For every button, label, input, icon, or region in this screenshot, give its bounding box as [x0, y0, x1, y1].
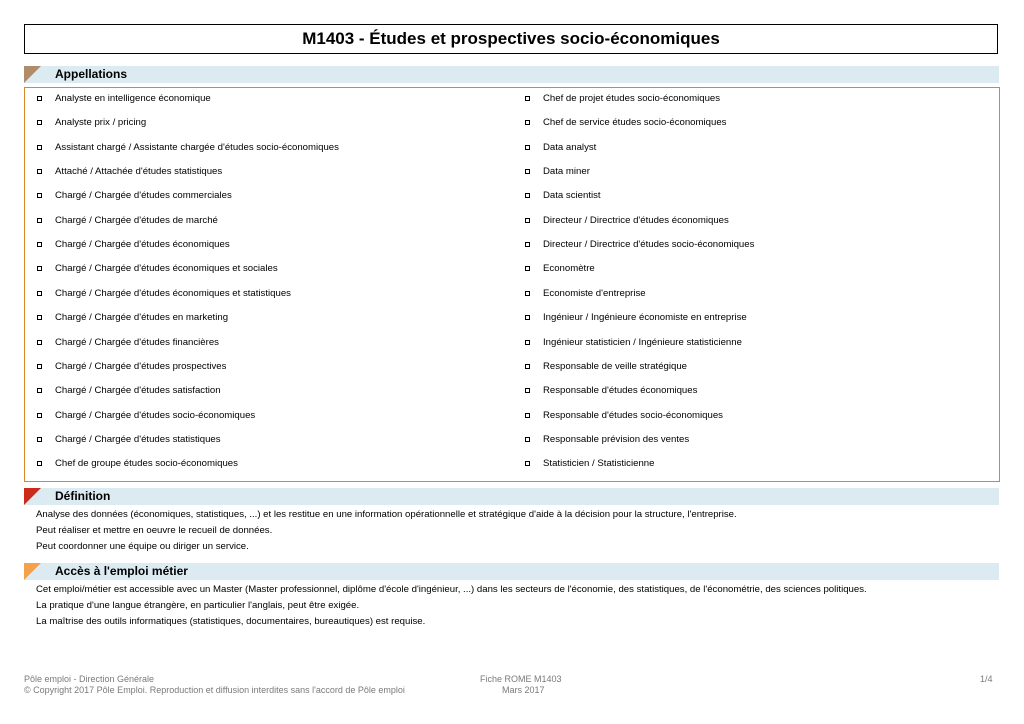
- appellation-label: Economètre: [543, 263, 595, 275]
- checkbox-icon: [37, 96, 42, 101]
- checkbox-icon: [37, 145, 42, 150]
- checkbox-icon: [37, 291, 42, 296]
- appellation-label: Chargé / Chargée d'études économiques: [55, 239, 230, 251]
- appellation-label: Chargé / Chargée d'études commerciales: [55, 190, 232, 202]
- checkbox-icon: [525, 218, 530, 223]
- checkbox-icon: [525, 413, 530, 418]
- page-title: M1403 - Études et prospectives socio-économiques: [24, 24, 998, 54]
- appellation-label: Ingénieur statisticien / Ingénieure statisticienne: [543, 336, 742, 348]
- section-header-appellations: [24, 66, 999, 83]
- appellation-label: Statisticien / Statisticienne: [543, 458, 655, 470]
- checkbox-icon: [37, 388, 42, 393]
- checkbox-icon: [525, 461, 530, 466]
- acces-line: La pratique d'une langue étrangère, en particulier l'anglais, peut être exigée.: [36, 600, 360, 611]
- footer-fiche: Fiche ROME M1403: [480, 674, 562, 684]
- checkbox-icon: [37, 169, 42, 174]
- section-header-acces: [24, 563, 999, 580]
- section-title: Accès à l'emploi métier: [55, 564, 188, 578]
- footer-date: Mars 2017: [502, 685, 545, 695]
- appellation-label: Responsable prévision des ventes: [543, 433, 690, 445]
- checkbox-icon: [525, 388, 530, 393]
- appellation-label: Analyste en intelligence économique: [55, 93, 211, 104]
- section-marker-icon: [24, 488, 41, 505]
- appellation-label: Chargé / Chargée d'études en marketing: [55, 312, 229, 324]
- checkbox-icon: [525, 291, 530, 296]
- checkbox-icon: [37, 461, 42, 466]
- checkbox-icon: [525, 120, 530, 125]
- appellation-label: Data analyst: [543, 141, 597, 153]
- definition-line: Analyse des données (économiques, statistiques, ...) et les restitue en une information opérationnelle et stratégique d'aide à la décision pour la structure, l'entreprise.: [36, 509, 737, 520]
- checkbox-icon: [525, 340, 530, 345]
- appellation-label: Directeur / Directrice d'études socio-économiques: [543, 239, 755, 251]
- appellation-label: Directeur / Directrice d'études économiques: [543, 214, 729, 226]
- checkbox-icon: [37, 437, 42, 442]
- appellation-label: Responsable d'études socio-économiques: [543, 409, 723, 421]
- appellation-label: Chef de projet études socio-économiques: [543, 93, 721, 104]
- appellation-label: Economiste d'entreprise: [543, 287, 646, 299]
- acces-line: Cet emploi/métier est accessible avec un Master (Master professionnel, diplôme d'école d'ingénieur, ...) dans les secteurs de l'économie, des statistiques, de l'économétrie, des sciences politiques.: [36, 584, 867, 595]
- section-header-definition: [24, 488, 999, 505]
- definition-line: Peut coordonner une équipe ou diriger un service.: [36, 541, 249, 552]
- appellation-label: Chargé / Chargée d'études économiques et sociales: [55, 263, 278, 275]
- checkbox-icon: [525, 169, 530, 174]
- appellation-label: Chargé / Chargée d'études socio-économiques: [55, 409, 256, 421]
- appellation-label: Chef de groupe études socio-économiques: [55, 458, 238, 470]
- checkbox-icon: [37, 413, 42, 418]
- checkbox-icon: [37, 242, 42, 247]
- acces-line: La maîtrise des outils informatiques (statistiques, documentaires, bureautiques) est requise.: [36, 616, 426, 627]
- checkbox-icon: [37, 120, 42, 125]
- section-title: Définition: [55, 489, 111, 503]
- checkbox-icon: [525, 193, 530, 198]
- appellation-label: Ingénieur / Ingénieure économiste en entreprise: [543, 312, 747, 324]
- checkbox-icon: [37, 315, 42, 320]
- checkbox-icon: [525, 364, 530, 369]
- section-title: Appellations: [55, 67, 128, 81]
- appellation-label: Data scientist: [543, 190, 601, 202]
- definition-line: Peut réaliser et mettre en oeuvre le recueil de données.: [36, 525, 273, 536]
- checkbox-icon: [37, 266, 42, 271]
- checkbox-icon: [37, 218, 42, 223]
- checkbox-icon: [525, 315, 530, 320]
- footer-copyright: © Copyright 2017 Pôle Emploi. Reproduction et diffusion interdites sans l'accord de Pôle emploi: [24, 685, 405, 695]
- appellations-list: [24, 87, 1000, 482]
- section-marker-icon: [24, 66, 41, 83]
- appellation-label: Chargé / Chargée d'études satisfaction: [55, 385, 221, 397]
- section-marker-icon: [24, 563, 41, 580]
- appellation-label: Chargé / Chargée d'études de marché: [55, 214, 218, 226]
- checkbox-icon: [37, 364, 42, 369]
- checkbox-icon: [525, 437, 530, 442]
- appellation-label: Chargé / Chargée d'études statistiques: [55, 433, 221, 445]
- footer-org: Pôle emploi - Direction Générale: [24, 674, 155, 684]
- appellation-label: Assistant chargé / Assistante chargée d'études socio-économiques: [55, 141, 339, 153]
- appellation-label: Responsable de veille stratégique: [543, 360, 687, 372]
- checkbox-icon: [525, 266, 530, 271]
- checkbox-icon: [37, 193, 42, 198]
- checkbox-icon: [525, 145, 530, 150]
- appellation-label: Data miner: [543, 166, 590, 178]
- checkbox-icon: [525, 242, 530, 247]
- checkbox-icon: [525, 96, 530, 101]
- appellation-label: Analyste prix / pricing: [55, 117, 147, 129]
- appellation-label: Chargé / Chargée d'études économiques et statistiques: [55, 287, 291, 299]
- checkbox-icon: [37, 340, 42, 345]
- appellation-label: Chargé / Chargée d'études financières: [55, 336, 219, 348]
- footer-page: 1/4: [980, 674, 993, 684]
- appellation-label: Responsable d'études économiques: [543, 385, 698, 397]
- appellation-label: Attaché / Attachée d'études statistiques: [55, 166, 223, 178]
- appellation-label: Chargé / Chargée d'études prospectives: [55, 360, 227, 372]
- appellation-label: Chef de service études socio-économiques: [543, 117, 727, 129]
